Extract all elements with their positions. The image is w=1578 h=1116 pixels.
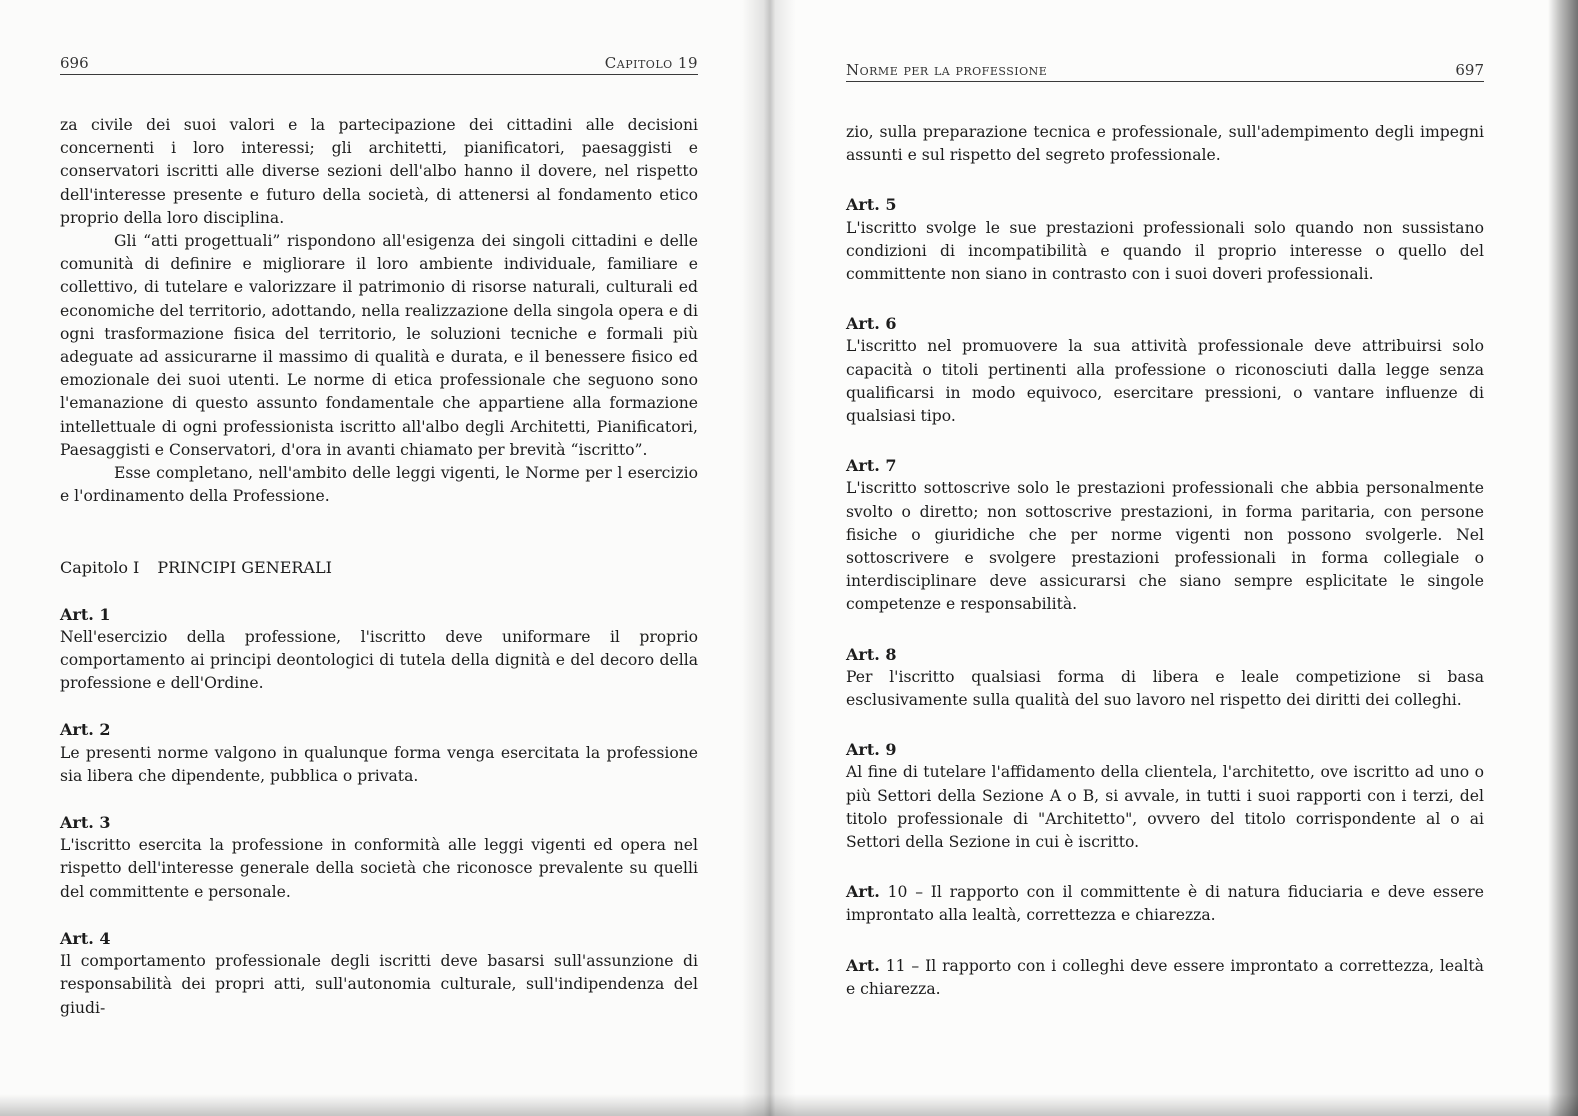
- article-5: [846, 193, 1484, 286]
- right-body: [846, 121, 1484, 1001]
- left-header-rule: [60, 74, 698, 75]
- article-9: [846, 738, 1484, 854]
- article-text: Le presenti norme valgono in qualunque forma venga esercitata la professione sia libera che dipendente, pubblica o privata.: [60, 743, 698, 785]
- book-gutter-shadow: [742, 0, 796, 1116]
- article-heading: Art. 1: [60, 604, 111, 624]
- article-number: 10: [887, 883, 908, 902]
- article-heading: Art. 9: [846, 740, 897, 760]
- intro-paragraph-2: Gli “atti progettuali” rispondono all'esigenza dei singoli cittadini e delle comunità di definire e migliorare il loro ambiente individuale, familiare e collettivo, di tutelare e valorizzare il patrimonio di risorse naturali, culturali ed economiche del territorio, adottando, nella realizzazione della singola opera e di ogni trasformazione fisica del territorio, le soluzioni tecniche e formali più adeguate ad assicurarne il massimo di qualità e durata, e il benessere fisico ed emozionale dei suoi utenti. Le norme di etica professionale che seguono sono l'emanazione di questo assunto fondamentale che appartiene alla formazione intellettuale di ogni professionista iscritto all'albo degli Architetti, Pianificatori, Paesaggisti e Conservatori, d'ora in avanti chiamato per brevità “iscritto”.: [60, 232, 698, 459]
- article-1: [60, 603, 698, 696]
- chapter-heading: [60, 556, 698, 579]
- article-text: L'iscritto svolge le sue prestazioni professionali solo quando non sussistano condizioni di incompatibilità e quando il proprio interesse o quello del committente non siano in contrasto con i suoi doveri professionali.: [846, 218, 1484, 284]
- chapter-label: Capitolo I: [60, 558, 140, 578]
- intro-paragraph-3: Esse completano, nell'ambito delle leggi vigenti, le Norme per l esercizio e l'ordinamento della Professione.: [60, 464, 698, 506]
- article-heading: Art. 8: [846, 644, 897, 664]
- article-number: 11: [885, 956, 906, 975]
- chapter-title: PRINCIPI GENERALI: [157, 558, 332, 578]
- intro-paragraph-1: za civile dei suoi valori e la partecipazione dei cittadini alle decisioni concernenti i loro interessi; gli architetti, pianificatori, paesaggisti e conservatori iscritti alle diverse sezioni dell'albo hanno il dovere, nel rispetto dell'interesse presente e futuro della società, di attenersi al fondamento etico proprio della loro disciplina.: [60, 116, 698, 227]
- article-4: [60, 927, 698, 1020]
- article-text: Per l'iscritto qualsiasi forma di libera e leale competizione si basa esclusivamente sulla qualità del suo lavoro nel rispetto dei diritti dei colleghi.: [846, 667, 1484, 710]
- article-heading: Art.: [846, 882, 880, 902]
- right-page-number: 697: [1455, 61, 1484, 79]
- continuation-paragraph: zio, sulla preparazione tecnica e professionale, sull'adempimento degli impegni assunti e sul rispetto del segreto professionale.: [846, 123, 1484, 165]
- left-running-head: Capitolo 19: [604, 54, 698, 72]
- article-heading: Art. 4: [60, 928, 111, 948]
- article-text: Il comportamento professionale degli iscritti deve basarsi sull'assunzione di responsabilità dei propri atti, sull'autonomia culturale, sull'indipendenza del giudi-: [60, 952, 698, 1017]
- left-page: [0, 0, 770, 1116]
- article-text: – Il rapporto con il committente è di natura fiduciaria e deve essere improntato alla lealtà, correttezza e chiarezza.: [846, 883, 1484, 925]
- article-text: – Il rapporto con i colleghi deve essere improntato a correttezza, lealtà e chiarezza.: [846, 956, 1484, 998]
- article-text: L'iscritto esercita la professione in conformità alle leggi vigenti ed opera nel rispetto dell'interesse generale della società che riconosce prevalente su quelli del committente e personale.: [60, 836, 698, 901]
- article-heading: Art. 3: [60, 813, 111, 833]
- left-page-number: 696: [60, 54, 89, 72]
- article-3: [60, 811, 698, 904]
- left-body: [60, 114, 698, 1020]
- article-heading: Art.: [846, 955, 880, 975]
- bottom-edge-shadow: [0, 1094, 1578, 1116]
- article-heading: Art. 7: [846, 456, 897, 476]
- article-8: [846, 643, 1484, 713]
- right-page: [770, 0, 1578, 1116]
- article-2: [60, 718, 698, 788]
- article-text: Nell'esercizio della professione, l'iscritto deve uniformare il proprio comportamento ai principi deontologici di tutela della dignità e del decoro della professione e dell'Ordine.: [60, 627, 698, 693]
- article-text: Al fine di tutelare l'affidamento della clientela, l'architetto, ove iscritto ad uno o più Settori della Sezione A o B, si avvale, in tutti i suoi rapporti con i terzi, del titolo professionale di "Architetto", ovvero del titolo corrispondente al o ai Settori della Sezione in cui è iscritto.: [846, 763, 1484, 852]
- article-text: L'iscritto nel promuovere la sua attività professionale deve attribuirsi solo capacità o titoli pertinenti alla professione o riconosciuti dalla legge senza qualificarsi in modo equivoco, esercitare pressioni, o vantare influenze di qualsiasi tipo.: [846, 337, 1484, 426]
- article-10: [846, 880, 1484, 927]
- article-7: [846, 454, 1484, 616]
- article-heading: Art. 5: [846, 195, 897, 215]
- article-11: [846, 954, 1484, 1001]
- article-heading: Art. 6: [846, 314, 897, 334]
- right-header-rule: [846, 81, 1484, 82]
- page-edge-shadow: [1548, 0, 1578, 1116]
- article-text: L'iscritto sottoscrive solo le prestazioni professionali che abbia personalmente svolto o diretto; non sottoscrive prestazioni, in forma paritaria, con persone fisiche o giuridiche che per norme vigenti non possono svolgerle. Nel sottoscrivere e svolgere prestazioni professionali in forma collegiale o interdisciplinare deve assicurarsi che siano sempre esplicitate le singole competenze e responsabilità.: [846, 479, 1484, 614]
- right-running-head: Norme per la professione: [846, 61, 1048, 79]
- article-heading: Art. 2: [60, 720, 111, 740]
- article-6: [846, 312, 1484, 428]
